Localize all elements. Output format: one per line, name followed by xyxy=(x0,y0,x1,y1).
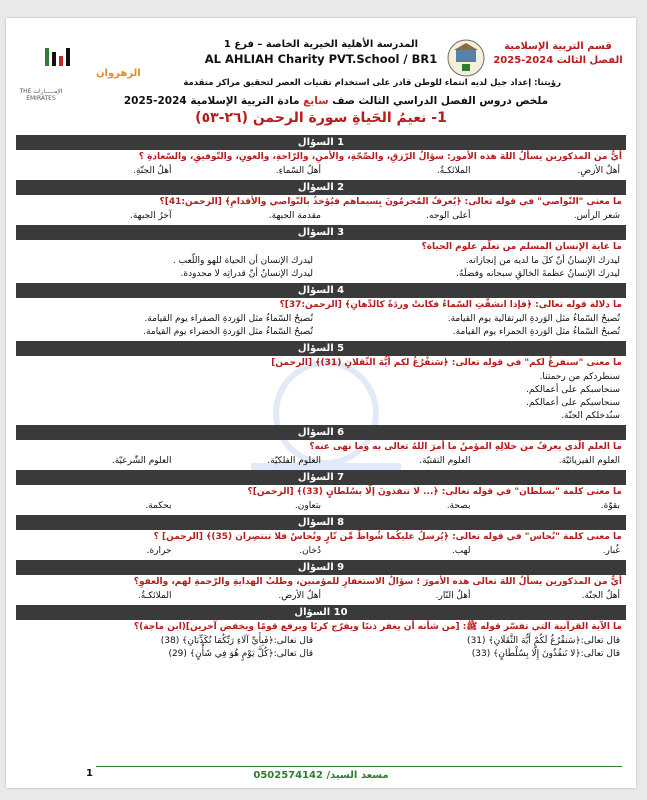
answer-option[interactable]: حرارة. xyxy=(146,546,172,556)
answer-option[interactable]: العلوم الشّرعيّة. xyxy=(111,456,172,466)
question-text: ما العلم الّذي يعرفُ من خلالِهِ المؤمنُ ما أمرَ اللهُ تعالى به وما نهى عنه؟ xyxy=(309,442,622,452)
question-text: ما معنى "سنفرغُ لكم" في قوله تعالى: ﴿سَنفْرُغُ لكم أيُّهَ الثّقلانِ (31)﴾ [الرحمن] xyxy=(271,358,622,368)
question-header: 10 السؤال xyxy=(16,605,626,620)
questions-list xyxy=(16,135,626,663)
summary-title xyxy=(76,95,596,107)
answer-option[interactable]: سنحاسبكم على أعمالكم. xyxy=(526,385,620,395)
answer-option[interactable]: لهب. xyxy=(451,546,471,556)
answer-options xyxy=(16,589,626,605)
answer-option[interactable]: قال تعالى:﴿كُلَّ يَوْمٍ هُوَ فِي شَأْنٍ﴾ (29) xyxy=(168,649,313,659)
department-title: قسم التربية الإسلامية xyxy=(504,41,612,52)
teacher-contact: مسعد السيد/ 0502574142 xyxy=(253,770,389,781)
answer-option[interactable]: بحكمة. xyxy=(145,501,172,511)
answer-option[interactable]: ليدرك الإنسانُ أنّ كلَ ما لديه من إنجازاته. xyxy=(465,256,620,266)
department-block xyxy=(488,40,628,68)
answer-options xyxy=(16,499,626,515)
answer-option[interactable]: الملائكـةُ. xyxy=(436,166,471,176)
question-text: ما دلالة قوله تعالى: ﴿فإذا انشقّتِ السّماءُ فكانتْ وردَةً كالدِّهانِ﴾ [الرحمن:37]؟ xyxy=(279,300,622,310)
zayed-logo-text: الزهروان xyxy=(96,68,141,79)
question-header: 5 السؤال xyxy=(16,341,626,356)
answer-option[interactable]: أهلُ الجنّة. xyxy=(581,591,620,601)
question-header: 1 السؤال xyxy=(16,135,626,150)
answer-option[interactable]: أهلُ النّار. xyxy=(435,591,471,601)
question-text: ما معنى كلمة "نُحاس" في قوله تعالى: ﴿يُرسلُ عليكُما شُواظٌ مِّن نّارٍ ونُحاسٌ فلا تنتصِران (35)﴾ [الرحمن] ؟ xyxy=(153,532,622,542)
answer-option[interactable]: العلوم الفيزيائيّة. xyxy=(558,456,620,466)
question-text: ما معنى كلمة "بسلطان" في قوله تعالى: ﴿... لا تنفذونَ إلّا بسُلطانٍ (33)﴾ [الرحمن]؟ xyxy=(247,487,622,497)
school-vision: رؤيتنا: إعداد جيل لديه انتماء للوطن قادر على استخدام تقنيات العصر لتحقيق مراكز متقدمة xyxy=(183,78,561,88)
answer-option[interactable]: سنحاسبكم على أعمالكم. xyxy=(526,398,620,408)
answer-options xyxy=(16,370,626,425)
answer-option[interactable]: أهلُ الأرضِ. xyxy=(577,166,620,176)
question-text: ما معنى "النّواصي" في قوله تعالى: ﴿يُعرفُ المُجرمُونَ بِسيماهم فيُؤخذُ بالنّواصي والأقدامِ﴾ [الرحمن:41]؟ xyxy=(159,197,622,207)
page-number: 1 xyxy=(86,768,93,779)
question-text: ما الآية القرآنية التي تفسّر قوله ﷺ: [من شأنه أن يغفر ذنبًا ويفرّج كربًا ويرفع قومًا ويخفض آخرين](ابن ماجة)؟ xyxy=(133,622,622,632)
school-name-arabic: المدرسة الأهلية الخيرية الخاصة – فرع 1 xyxy=(223,39,419,50)
answer-option[interactable]: آخرُ الجبهة. xyxy=(130,211,172,221)
question-header: 8 السؤال xyxy=(16,515,626,530)
answer-option[interactable]: أعلى الوجه. xyxy=(426,211,471,221)
answer-option[interactable]: أهلُ الجنّةِ. xyxy=(133,166,172,176)
answer-option[interactable]: بصحة. xyxy=(446,501,471,511)
lesson-title: 1- نعيمُ الحَياةِ سورة الرحمن (٢٦-٥٣) xyxy=(195,110,447,126)
question-header: 2 السؤال xyxy=(16,180,626,195)
summary-suffix: مادة التربية الإسلامية 2024-2025 xyxy=(123,95,300,107)
school-logo-icon xyxy=(446,38,486,78)
answer-option[interactable]: تُصبحُ السّماءُ مثل الوَردةِ الصفراء يوم القيامة. xyxy=(144,314,313,324)
question-text: أيٌّ من المذكورين يسألُ اللهَ هذه الأمور: سؤالُ الرّزقِ، والصِّحّةِ، والأمنِ، والرّاحةِ، والعونِ، والتّوفيقِ، والسّعادةِ ؟ xyxy=(138,152,622,162)
term-label: الفصل الثالث 2024-2025 xyxy=(493,55,623,66)
answer-option[interactable]: أهلُ السّماءِ. xyxy=(275,166,321,176)
answer-option[interactable]: تُصبحُ السّماءُ مثل الوَردةِ البرتقالية يوم القيامة. xyxy=(447,314,620,324)
answer-option[interactable]: ليدرك الإنسانُ أنّ قدراتِه لا محدودة. xyxy=(180,269,313,279)
answer-options xyxy=(16,634,626,663)
answer-options xyxy=(16,454,626,470)
question-header: 9 السؤال xyxy=(16,560,626,575)
answer-option[interactable]: غُبار. xyxy=(602,546,620,556)
answer-option[interactable]: دُخان. xyxy=(299,546,321,556)
grade-label: سابع xyxy=(303,95,329,107)
answer-option[interactable]: ليدرك الإنسان أن الحياة للهو واللّعب . xyxy=(172,256,313,266)
answer-option[interactable]: العلوم الفلكيّة. xyxy=(267,456,321,466)
emirates-logo-icon xyxy=(41,44,85,80)
answer-option[interactable]: بتعاون. xyxy=(294,501,321,511)
answer-options xyxy=(16,312,626,341)
answer-option[interactable]: قال تعالى:﴿لا تَنفُذُونَ إِلَّا بِسُلْطَانٍ﴾ (33) xyxy=(471,649,620,659)
question-text: ما غاية الإنسان المسلم من تعلّم علوم الحياة؟ xyxy=(421,242,622,252)
answer-options xyxy=(16,209,626,225)
answer-option[interactable]: قال تعالى:﴿سَنفْرُغُ لَكُمْ أَيُّهَ الثَّقَلَانِ﴾ (31) xyxy=(467,636,620,646)
answer-option[interactable]: العلوم التقنيّة. xyxy=(419,456,471,466)
answer-option[interactable]: بقوّة. xyxy=(600,501,620,511)
question-header: 7 السؤال xyxy=(16,470,626,485)
school-name-block xyxy=(196,38,446,67)
answer-option[interactable]: سنطردكم من رحمتنا. xyxy=(539,372,620,382)
answer-option[interactable]: مقدمة الجبهة. xyxy=(268,211,321,221)
summary-prefix: ملخص دروس الفصل الدراسي الثالث صف xyxy=(332,95,549,107)
question-header: 4 السؤال xyxy=(16,283,626,298)
page-footer xyxy=(6,760,636,788)
answer-option[interactable]: شعر الرأس. xyxy=(573,211,620,221)
answer-option[interactable]: تُصبحُ السّماءُ مثل الوَردةِ الخضراء يوم القيامة. xyxy=(143,327,313,337)
answer-option[interactable]: تُصبحُ السّماءُ مثل الوَردةِ الحمراء يوم القيامة. xyxy=(452,327,620,337)
school-name-english: AL AHLIAH Charity PVT.School / BR1 xyxy=(204,52,438,66)
answer-option[interactable]: سنُدخلكم الجنّة. xyxy=(561,411,620,421)
answer-options xyxy=(16,254,626,283)
answer-option[interactable]: الملائكـةُ. xyxy=(137,591,172,601)
answer-option[interactable]: أهلُ الأرض. xyxy=(278,591,321,601)
worksheet-page xyxy=(6,18,636,788)
answer-options xyxy=(16,544,626,560)
question-header: 6 السؤال xyxy=(16,425,626,440)
answer-options xyxy=(16,164,626,180)
footer-divider xyxy=(96,766,622,767)
answer-option[interactable]: ليدرك الإنسانُ عظمةَ الخالقِ سبحانه وفضلَهُ. xyxy=(456,269,620,279)
emirates-logo-text: الإمـــــارات THE EMIRATES xyxy=(19,88,63,102)
answer-option[interactable]: قال تعالى:﴿فَبِأَيِّ آلَاءِ رَبِّكُمَا تُكَذِّبَانِ﴾ (38) xyxy=(160,636,313,646)
question-text: أيٌّ من المذكورين يسألُ اللهَ تعالى هذه الأمورَ ؛ سؤالُ الاستغفارِ للمؤمنين، وطلبُ الهدايةِ والرّحمةِ لهم، والعفوِ؟ xyxy=(133,577,622,587)
question-header: 3 السؤال xyxy=(16,225,626,240)
page-header xyxy=(6,18,636,128)
